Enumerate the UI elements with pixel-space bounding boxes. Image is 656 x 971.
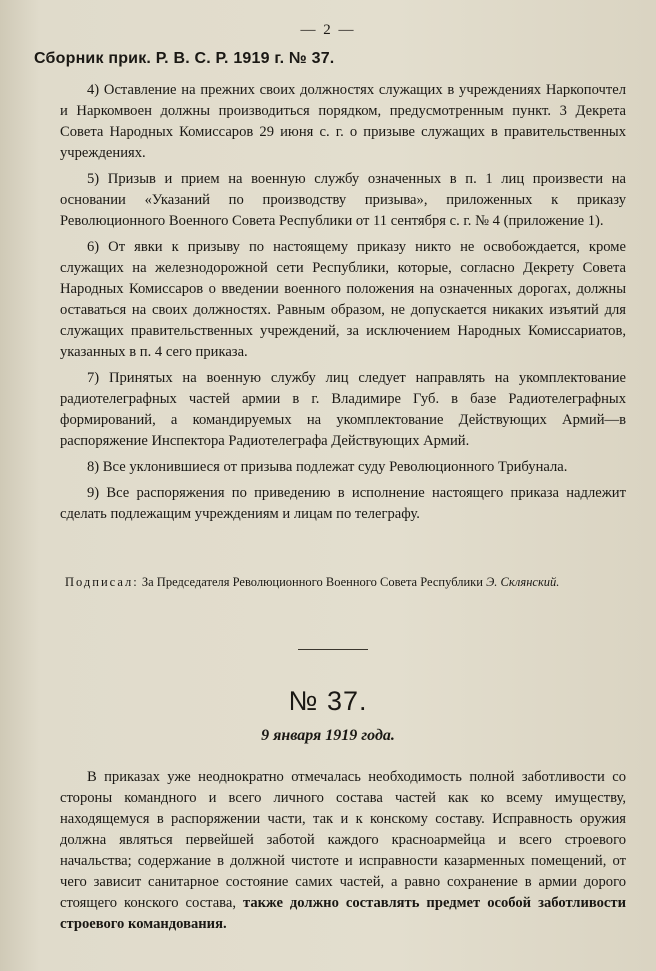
page-number: — 2 — <box>300 22 356 38</box>
signature-text: За Председателя Революционного Военного Совета Республики <box>141 575 483 589</box>
paragraph-4: 4) Оставление на прежних своих должностях служащих в учреждениях Наркопочтел и Наркомвоен должны производиться порядком, предусмотренным пункт. 3 Декрета Совета Народных Комиссаров 29 июня с. г. о призыве служащих в правительственных учреждениях. <box>60 82 626 161</box>
running-head: Сборник прик. Р. В. С. Р. 1919 г. № 37. <box>34 50 335 67</box>
paragraph-9: 9) Все распоряжения по приведению в исполнение настоящего приказа надлежит сделать подлежащим учреждениям и лицам по телеграфу. <box>60 485 626 522</box>
signature-name: Э. Склянский. <box>486 575 560 589</box>
paragraph-6: 6) От явки к призыву по настоящему приказу никто не освобождается, кроме служащих на железнодорожной сети Республики, которые, согласно Декрету Совета Народных Комиссаров о введении военного положения на означенных дорогах, должны оставаться на своих должностях. Равным образом, не допускается никаких изъятий для служащих правительственных учреждений, за исключением Народных Комиссариатов, указанных в п. 4 сего приказа. <box>60 239 626 360</box>
order-text <box>60 767 626 940</box>
order-text-bold-tail: также должно составлять предмет особой заботливости строевого командования. <box>60 895 626 932</box>
order-text-main: В приказах уже неоднократно отмечалась необходимость полной заботливости со стороны командного и всего личного состава частей как ко всему имуществу, находящемуся в распоряжении части, так и к конскому составу. Исправность оружия должна являться первейшей заботой каждого красноармейца и всего строевого начальства; содержание в должной чистоте и исправности казарменных помещений, от чего зависит санитарное состояние самих частей, а равно сохранение в армии дорого стоящего конского состава, <box>60 769 626 911</box>
paragraph-8: 8) Все уклонившиеся от призыва подлежат суду Революционного Трибунала. <box>87 459 568 475</box>
signature-label: Подписал: <box>65 575 139 589</box>
paragraph-7: 7) Принятых на военную службу лиц следует направлять на укомплектование радиотелеграфных частей армии в г. Владимире Губ. в базе Радиотелеграфных формирований, а командируемых на укомплектование Действующих Армий—в распоряжение Инспектора Радиотелеграфа Действующих Армий. <box>60 370 626 449</box>
order-paragraph <box>60 767 626 935</box>
order-date: 9 января 1919 года. <box>261 727 395 744</box>
paragraph-5: 5) Призыв и прием на военную службу означенных в п. 1 лиц произвести на основании «Указаний по производству призыва», приложенных к приказу Революционного Военного Совета Республики от 11 сентября с. г. № 4 (приложение 1). <box>60 171 626 229</box>
previous-order-text <box>60 80 626 530</box>
signature-block <box>60 572 626 592</box>
section-divider <box>298 649 368 650</box>
order-number: № 37. <box>288 686 368 716</box>
